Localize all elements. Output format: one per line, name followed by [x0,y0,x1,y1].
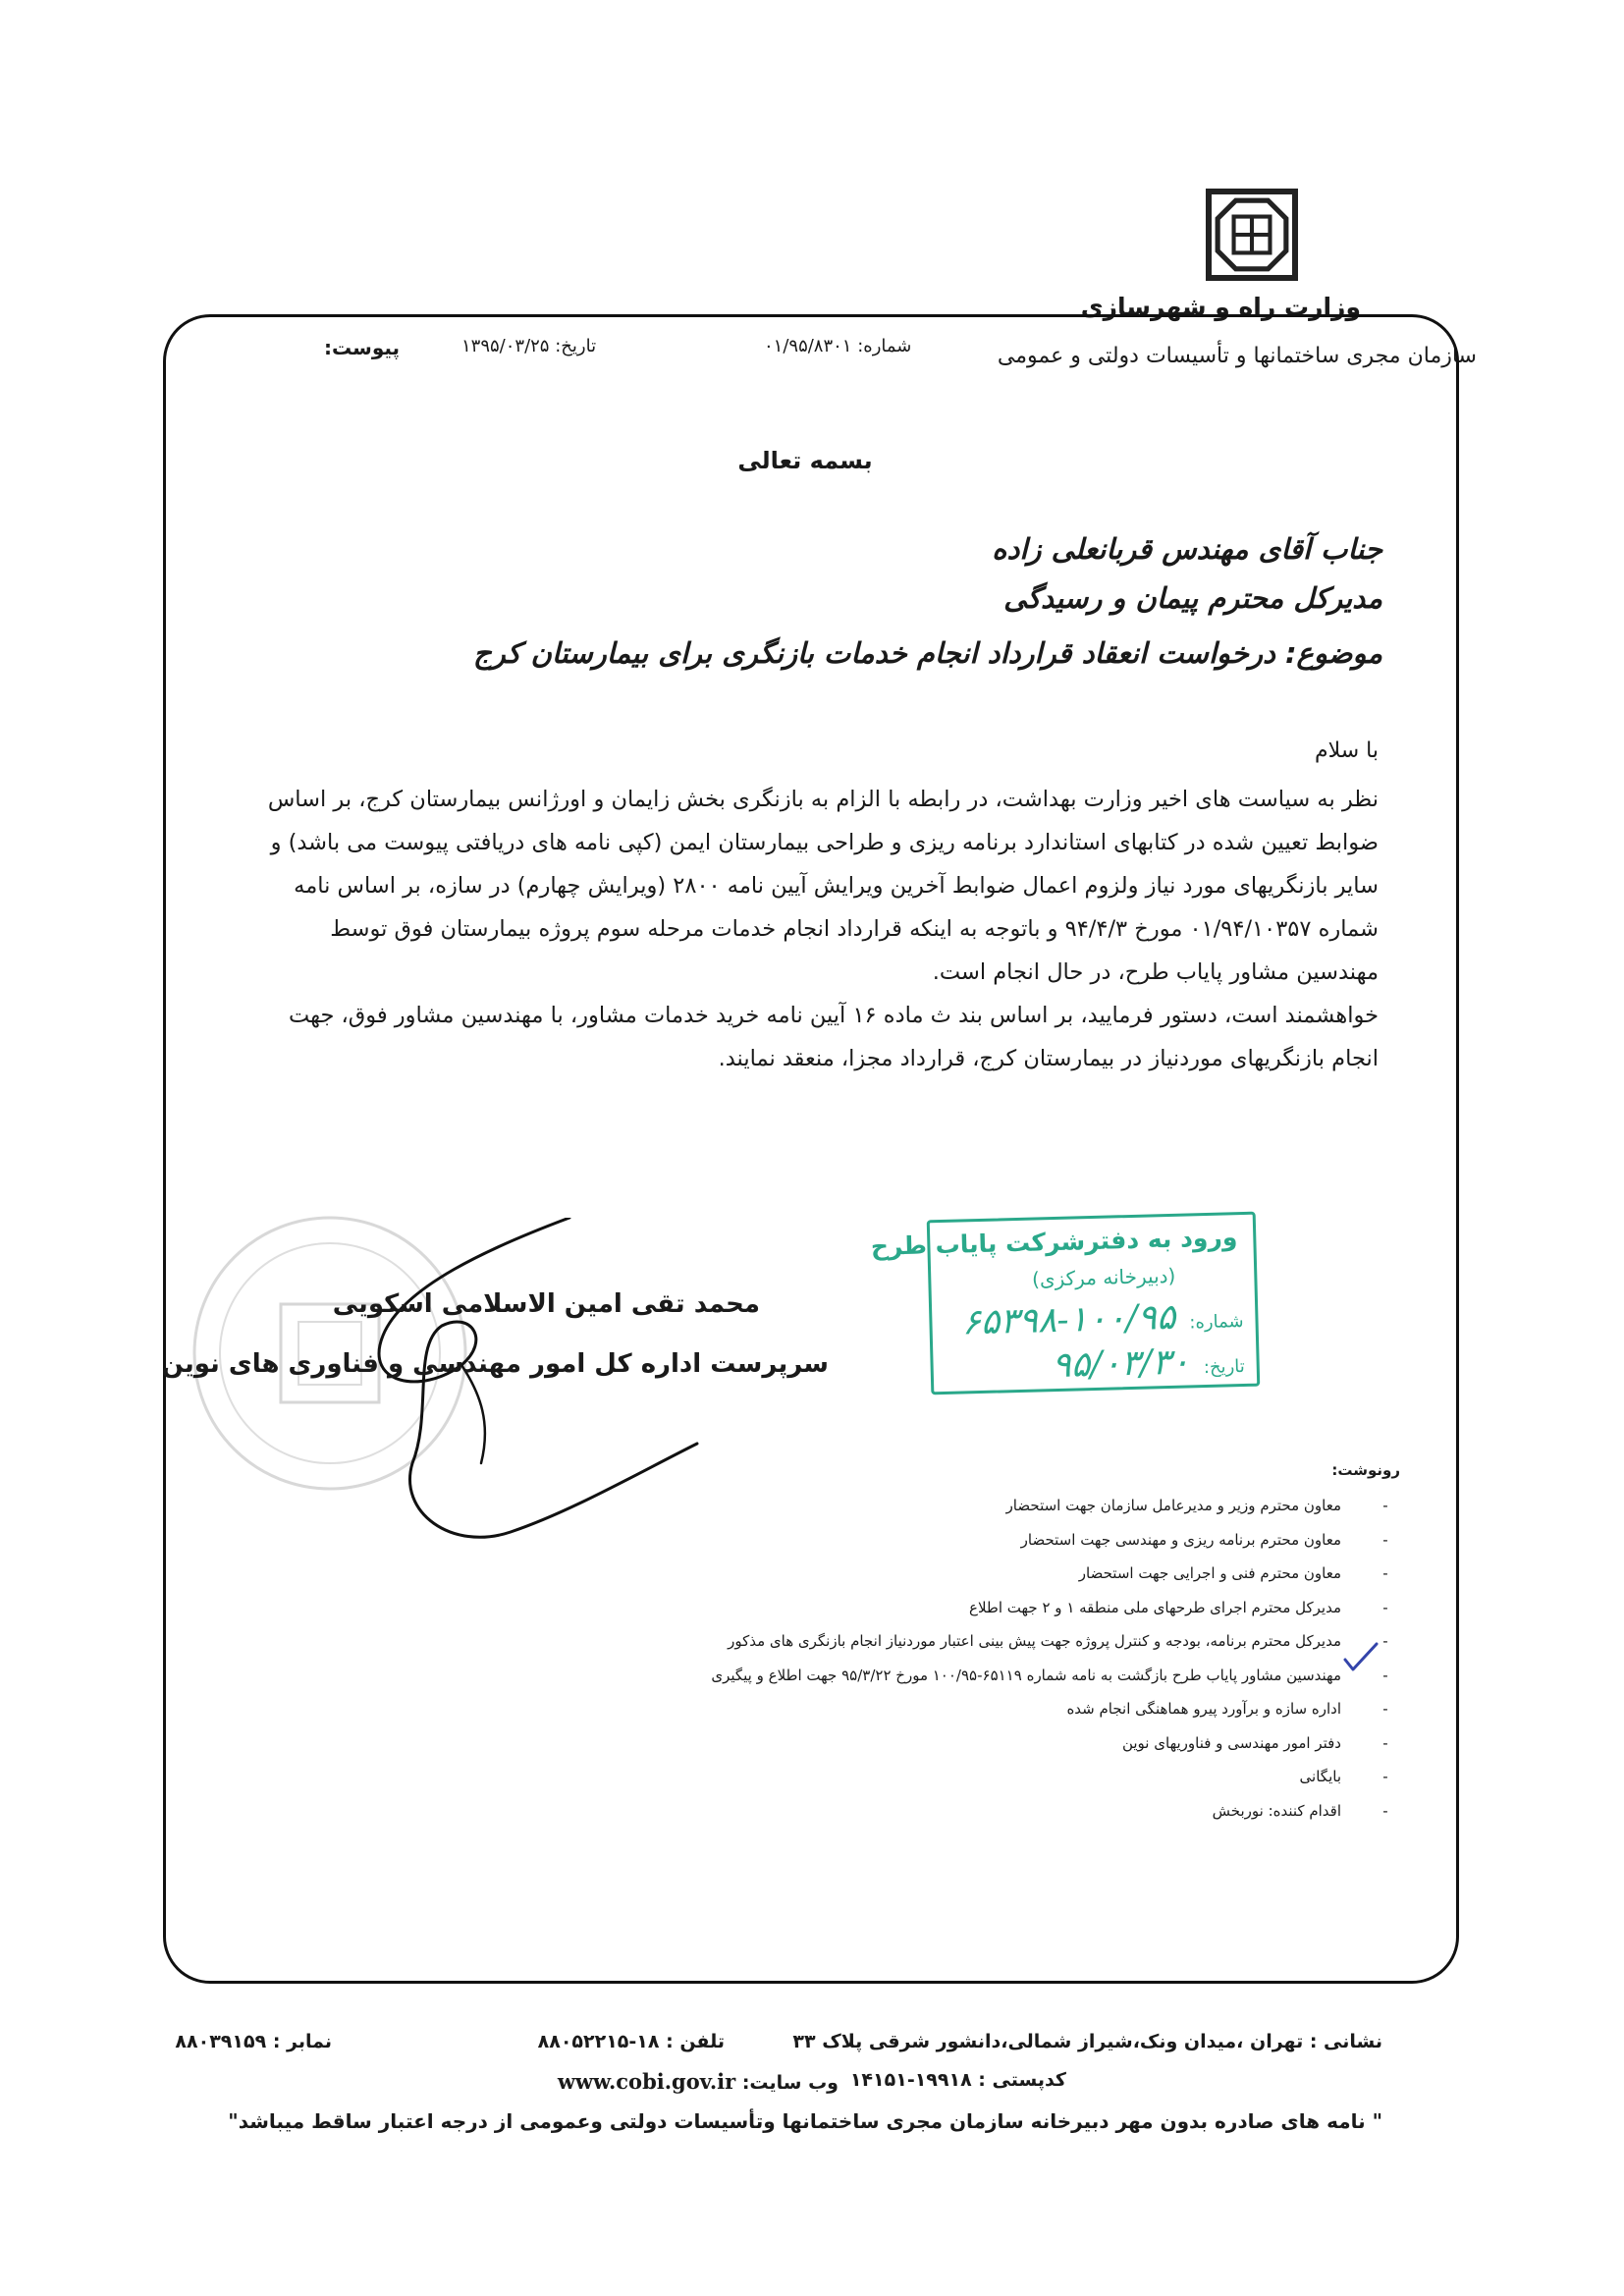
copies-list [414,1489,1396,1828]
body-paragraph-1: نظر به سیاست های اخیر وزارت بهداشت، در رابطه با الزام به بازنگری بخش زایمان و اورژانس بیمارستان کرج، بر اساس ضوابط تعیین شده در کتابهای استاندارد برنامه ریزی و طراحی بیمارستان ایمن (کپی نامه های دریافتی پیوست می باشد) و سایر بازنگریهای مورد نیاز ولزوم اعمال ضوابط آخرین ویرایش آیین نامه ۲۸۰۰ (ویرایش چهارم) در سازه، بر اساس نامه شماره ۰۱/۹۴/۱۰۳۵۷ مورخ ۹۴/۴/۳ و باتوجه به اینکه قرارداد انجام خدمات مرحله سوم پروژه بیمارستان فوق توسط مهندسین مشاور پایاب طرح، در حال انجام است. [267,787,1379,985]
recipient-name: جناب آقای مهندس قربانعلی زاده [992,532,1382,566]
check-mark-icon [1341,1640,1380,1673]
stamp-subtitle: (دبیرخانه مرکزی) [1031,1263,1176,1291]
ministry-logo-icon [1206,189,1298,281]
footer-postal-code: کدپستی : ۱۹۹۱۸-۱۴۱۵۱ [849,2069,1066,2091]
stamp-number-label: شماره: [1189,1311,1244,1334]
letter-subject: موضوع: درخواست انعقاد قرارداد انجام خدمات بازنگری برای بیمارستان کرج [472,636,1382,670]
footer-website [558,2069,839,2094]
footer-address: نشانی : تهران ،میدان ونک،شیراز شمالی،دانشور شرقی پلاک ۳۳ [792,2031,1382,2052]
copy-item: -اقدام کننده: نوربخش [1212,1801,1388,1820]
recipient-title: مدیرکل محترم پیمان و رسیدگی [1003,581,1382,615]
stamp-date [1052,1340,1245,1386]
copies-heading: رونوشت: [1331,1461,1400,1479]
copy-item: -مهندسین مشاور پایاب طرح بازگشت به نامه شماره ۶۵۱۱۹-۱۰۰/۹۵ مورخ ۹۵/۳/۲۲ جهت اطلاع و پیگیری [711,1666,1388,1684]
footer-website-link[interactable]: www.cobi.gov.ir [557,2069,736,2094]
copy-item: -معاون محترم برنامه ریزی و مهندسی جهت استحضار [1020,1530,1388,1549]
received-stamp [870,1212,1261,1395]
letter-number-label: شماره: [857,336,912,356]
signatory-title: سرپرست اداره کل امور مهندسی و فناوری های نوین [161,1349,829,1379]
letter-date-value: ۱۳۹۵/۰۳/۲۵ [461,336,550,356]
letter-number-value: ۰۱/۹۵/۸۳۰۱ [764,336,852,356]
footer-fax: نمابر : ۸۸۰۳۹۱۵۹ [175,2031,332,2052]
stamp-number [961,1295,1244,1342]
stamp-date-label: تاریخ: [1203,1355,1246,1379]
greeting: با سلام [1314,738,1379,763]
copy-item: -بایگانی [1299,1768,1388,1785]
footer-phone: تلفن : ۱۸-۸۸۰۵۲۲۱۵ [537,2031,725,2052]
bismillah: بسمه تعالی [737,447,873,474]
letter-body [259,778,1379,1080]
stamp-date-value: ۹۵/۰۳/۳۰ [1051,1341,1191,1387]
copy-item: -اداره سازه و برآورد پیرو هماهنگی انجام شده [1066,1700,1388,1718]
organization-name: سازمان مجری ساختمانها و تأسیسات دولتی و عمومی [997,344,1477,368]
stamp-number-value: ۱۰۰/۹۵-۶۵۳۹۸ [961,1296,1176,1343]
ministry-name: وزارت راه و شهرسازی [1080,293,1361,321]
letter-date-label: تاریخ: [555,336,597,356]
copy-item: -مدیرکل محترم برنامه، بودجه و کنترل پروژه جهت پیش بینی اعتبار موردنیاز انجام بازنگری های مذکور [728,1632,1388,1650]
footer-validity-note: " نامه های صادره بدون مهر دبیرخانه سازمان مجری ساختمانها وتأسیسات دولتی وعمومی از درجه اعتبار ساقط میباشد" [228,2109,1382,2133]
signatory-name: محمد تقی امین الاسلامی اسکویی [332,1289,760,1319]
footer-website-label: وب سایت: [741,2072,839,2094]
copy-item: -معاون محترم وزیر و مدیرعامل سازمان جهت استحضار [1005,1497,1388,1514]
copy-item: -دفتر امور مهندسی و فناوریهای نوین [1121,1733,1388,1752]
stamp-title: ورود به دفترشرکت پایاب طرح [870,1223,1238,1261]
body-paragraph-2: خواهشمند است، دستور فرمایید، بر اساس بند ث ماده ۱۶ آیین نامه خرید خدمات مشاور، با مهندسین مشاور فوق، جهت انجام بازنگریهای موردنیاز در بیمارستان کرج، قرارداد مجزا، منعقد نمایند. [289,1003,1379,1071]
attachment-label: پیوست: [324,336,401,359]
copy-item: -معاون محترم فنی و اجرایی جهت استحضار [1078,1564,1388,1582]
copy-item: -مدیرکل محترم اجرای طرحهای ملی منطقه ۱ و ۲ جهت اطلاع [969,1598,1388,1616]
